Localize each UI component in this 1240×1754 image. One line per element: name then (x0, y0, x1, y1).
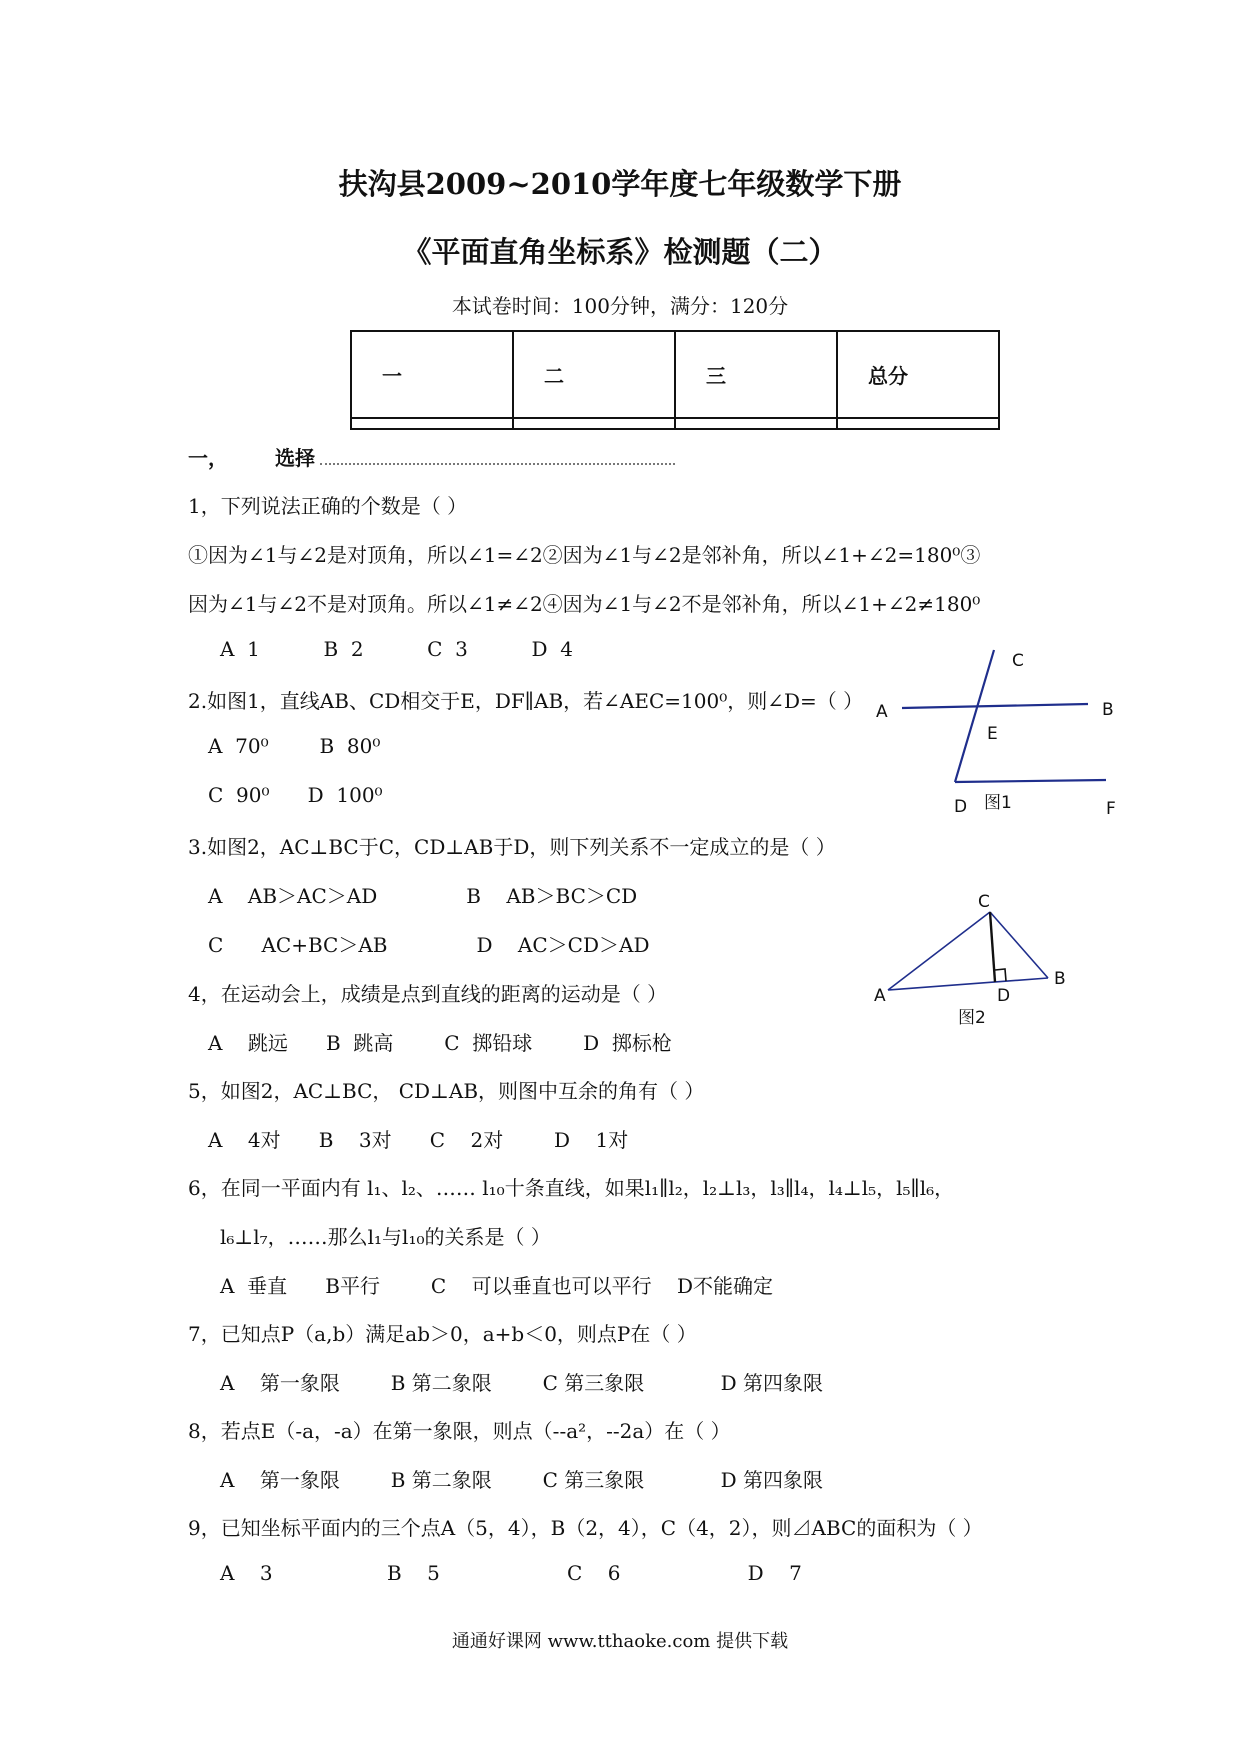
label-a: A (876, 702, 888, 722)
right-angle-mark (995, 969, 1006, 981)
question-4-stem: 4，在运动会上，成绩是点到直线的距离的运动是（ ） (188, 982, 668, 1006)
score-header-cell: 二 (513, 331, 675, 418)
label-c: C (978, 892, 990, 912)
line-cd (955, 650, 994, 782)
label-d: D (954, 797, 968, 817)
label-d: D (997, 986, 1011, 1006)
score-value-cell (675, 418, 837, 429)
label-c: C (1012, 651, 1024, 671)
figure-2 (870, 890, 1090, 1030)
question-3-stem: 3.如图2，AC⊥BC于C，CD⊥AB于D，则下列关系不一定成立的是（ ） (188, 835, 836, 859)
label-a: A (874, 986, 886, 1006)
score-header-cell: 总分 (837, 331, 999, 418)
question-5-stem: 5，如图2，AC⊥BC， CD⊥AB，则图中互余的角有（ ） (188, 1079, 705, 1103)
question-1-line-3: 因为∠1与∠2不是对顶角。所以∠1≠∠2④因为∠1与∠2不是邻补角，所以∠1+∠2≠180⁰ (188, 592, 981, 616)
score-value-cell (837, 418, 999, 429)
score-table (350, 330, 1000, 430)
label-f: F (1106, 799, 1116, 819)
label-e: E (987, 724, 998, 744)
page-title: 扶沟县2009~2010学年度七年级数学下册 (338, 167, 902, 201)
label-b: B (1054, 969, 1066, 989)
question-9-options: A 3 B 5 C 6 D 7 (220, 1561, 802, 1585)
question-6-options: A 垂直 B平行 C 可以垂直也可以平行 D不能确定 (220, 1274, 774, 1298)
question-9-stem: 9，已知坐标平面内的三个点A（5，4），B（2，4），C（4，2），则⊿ABC的面积为（ ） (188, 1516, 983, 1540)
question-7-options: A 第一象限 B 第二象限 C 第三象限 D 第四象限 (220, 1371, 823, 1395)
question-6-line-2: l₆⊥l₇，……那么l₁与l₁₀的关系是（ ） (220, 1225, 551, 1249)
score-header-cell: 三 (675, 331, 837, 418)
page-footer: 通通好课网 www.tthaoke.com 提供下载 (451, 1631, 789, 1652)
score-table-value-row (351, 418, 999, 429)
exam-info: 本试卷时间：100分钟，满分：120分 (451, 294, 789, 318)
figure-1-caption: 图1 (984, 793, 1012, 813)
question-6-stem: 6，在同一平面内有 l₁、l₂、…… l₁₀十条直线，如果l₁∥l₂，l₂⊥l₃，l₃∥l₄，l₄⊥l₅，l₅∥l₆， (188, 1176, 955, 1200)
question-7-stem: 7，已知点P（a,b）满足ab＞0，a+b＜0，则点P在（ ） (188, 1322, 697, 1346)
segment-ac (888, 912, 990, 990)
label-b: B (1102, 700, 1114, 720)
score-table-header-row (351, 331, 999, 418)
score-value-cell (351, 418, 513, 429)
question-2-stem: 2.如图1，直线AB、CD相交于E，DF∥AB，若∠AEC=100⁰，则∠D=（ ） (188, 689, 864, 713)
question-5-options: A 4对 B 3对 C 2对 D 1对 (208, 1128, 629, 1152)
question-3-options-row-1: A AB＞AC＞AD B AB＞BC＞CD (208, 884, 638, 908)
page-subtitle: 《平面直角坐标系》检测题（二） (402, 235, 838, 269)
question-2-options-row-2: C 90⁰ D 100⁰ (208, 783, 383, 807)
question-1-stem: 1，下列说法正确的个数是（ ） (188, 494, 468, 518)
question-8-stem: 8，若点E（-a，-a）在第一象限，则点（--a²，--2a）在（ ） (188, 1419, 731, 1443)
question-2-options-row-1: A 70⁰ B 80⁰ (208, 734, 381, 758)
segment-cb (990, 912, 1048, 978)
question-8-options: A 第一象限 B 第二象限 C 第三象限 D 第四象限 (220, 1468, 823, 1492)
figure-1 (870, 640, 1130, 830)
question-3-options-row-2: C AC+BC＞AB D AC＞CD＞AD (208, 933, 650, 957)
segment-ab (888, 978, 1048, 990)
score-header-cell: 一 (351, 331, 513, 418)
figure-2-caption: 图2 (958, 1008, 986, 1028)
score-value-cell (513, 418, 675, 429)
question-1-line-2: ①因为∠1与∠2是对顶角，所以∠1=∠2②因为∠1与∠2是邻补角，所以∠1+∠2=180⁰③ (188, 543, 981, 567)
section-dotted-line (320, 463, 675, 465)
question-1-options: A 1 B 2 C 3 D 4 (220, 637, 573, 661)
line-ab (902, 704, 1088, 708)
section-title: 选择 (275, 446, 315, 470)
question-4-options: A 跳远 B 跳高 C 掷铅球 D 掷标枪 (208, 1031, 672, 1055)
segment-cd (990, 912, 995, 982)
line-df (955, 780, 1106, 782)
section-number: 一， (188, 446, 228, 470)
